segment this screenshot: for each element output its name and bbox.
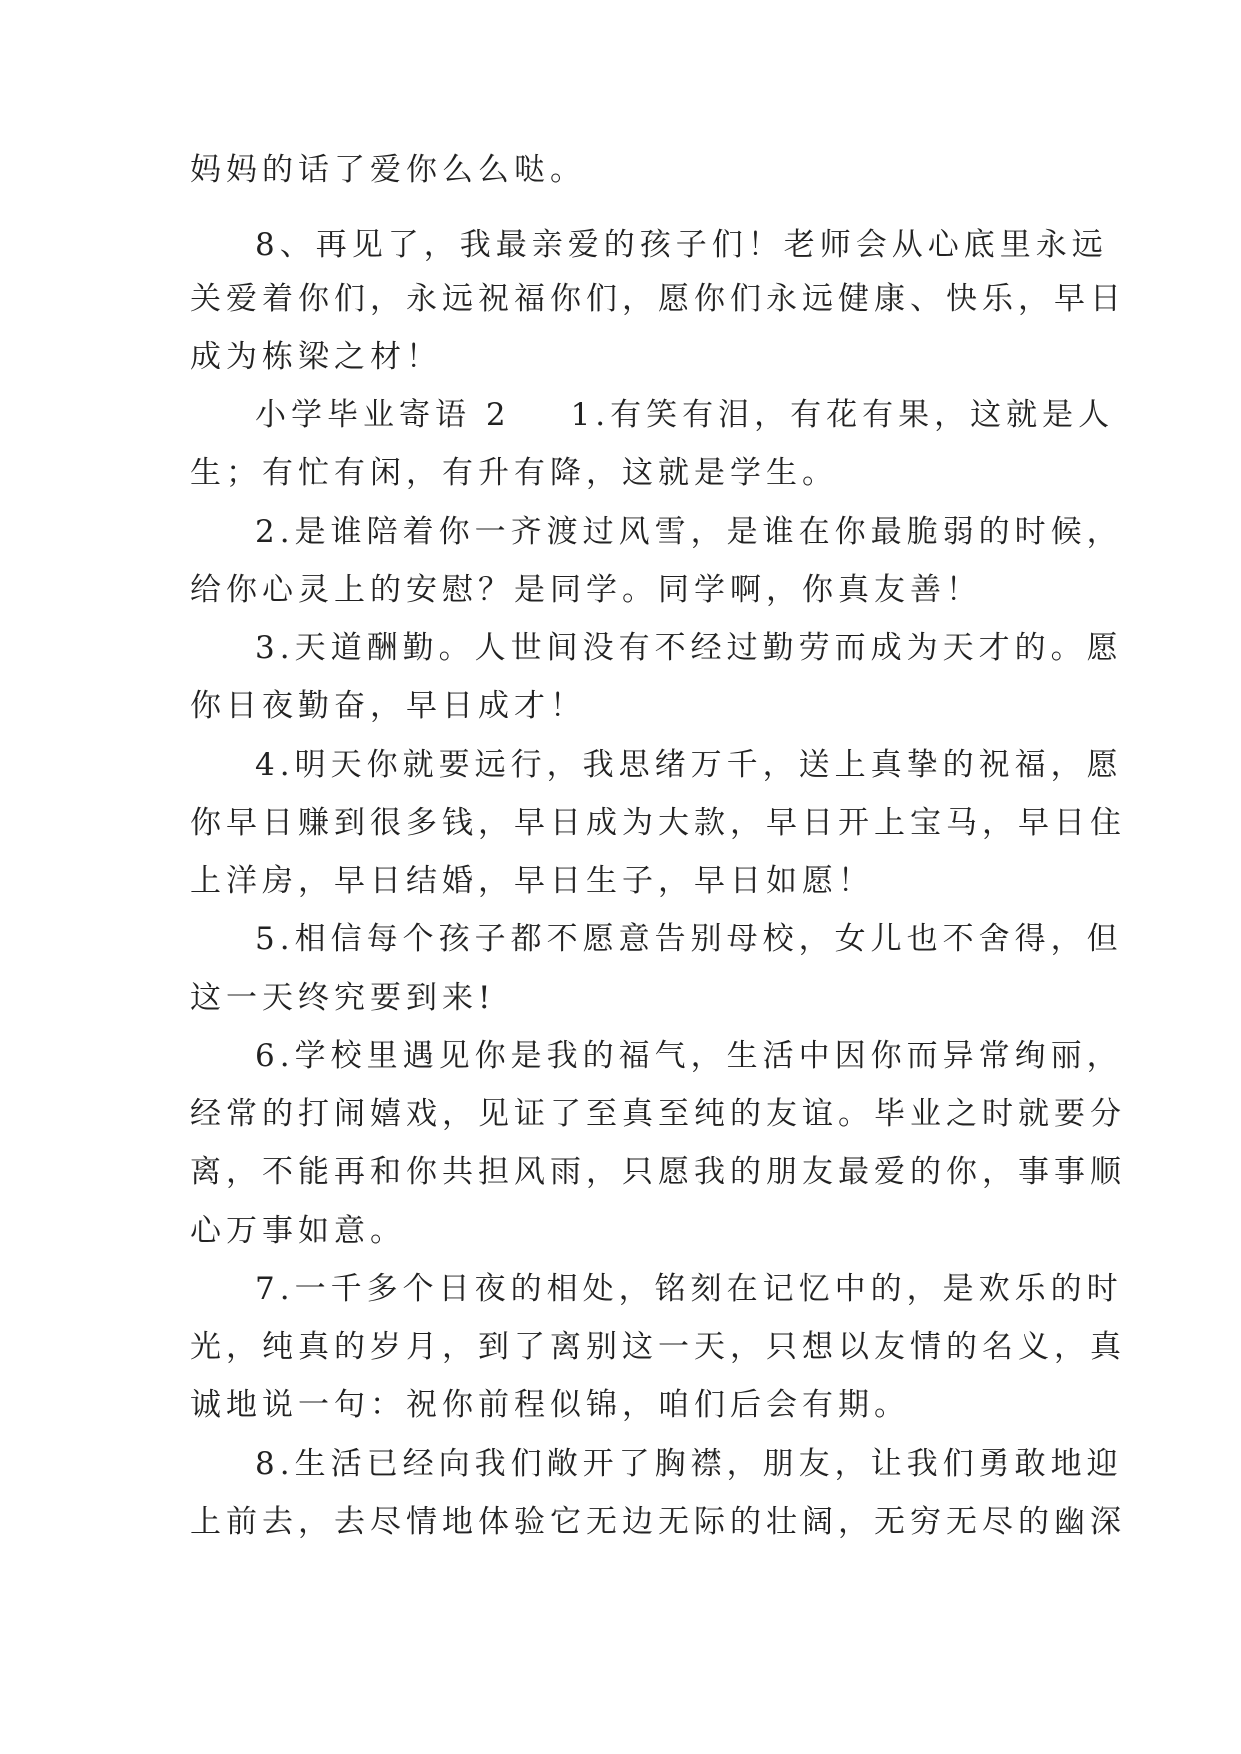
text-line: 上前去，去尽情地体验它无边无际的壮阔，无穷无尽的幽深 [190, 1504, 1126, 1540]
text-line: 5.相信每个孩子都不愿意告别母校，女儿也不舍得，但 [255, 921, 1123, 957]
text-line: 经常的打闹嬉戏，见证了至真至纯的友谊。毕业之时就要分 [190, 1096, 1126, 1132]
text-line: 8.生活已经向我们敞开了胸襟，朋友，让我们勇敢地迎 [255, 1446, 1123, 1482]
text-line: 离，不能再和你共担风雨，只愿我的朋友最爱的你，事事顺 [190, 1154, 1126, 1190]
text-line: 光，纯真的岁月，到了离别这一天，只想以友情的名义，真 [190, 1329, 1126, 1365]
text-line: 这一天终究要到来! [190, 980, 496, 1016]
section-heading-line [255, 395, 1115, 435]
text-line: 诚地说一句：祝你前程似锦，咱们后会有期。 [190, 1387, 910, 1423]
text-line: 2.是谁陪着你一齐渡过风雪，是谁在你最脆弱的时候， [255, 514, 1123, 550]
text-line: 8、再见了，我最亲爱的孩子们！老师会从心底里永远 [255, 227, 1108, 263]
text-line: 4.明天你就要远行，我思绪万千，送上真挚的祝福，愿 [255, 747, 1123, 783]
text-line: 6.学校里遇见你是我的福气，生活中因你而异常绚丽， [255, 1038, 1123, 1074]
text-line: 妈妈的话了爱你么么哒。 [190, 152, 586, 188]
text-line: 你日夜勤奋，早日成才！ [190, 688, 586, 724]
text-line: 7.一千多个日夜的相处，铭刻在记忆中的，是欢乐的时 [255, 1271, 1123, 1307]
text-line: 给你心灵上的安慰？是同学。同学啊，你真友善！ [190, 572, 982, 608]
text-line: 生；有忙有闲，有升有降，这就是学生。 [190, 455, 838, 491]
text-line: 成为栋梁之材！ [190, 339, 442, 375]
text-line: 你早日赚到很多钱，早日成为大款，早日开上宝马，早日住 [190, 805, 1126, 841]
text-line: 心万事如意。 [190, 1213, 406, 1249]
text-segment: 1.有笑有泪，有花有果，这就是人 [570, 397, 1115, 433]
text-line: 关爱着你们，永远祝福你们，愿你们永远健康、快乐，早日 [190, 281, 1126, 317]
text-line: 上洋房，早日结婚，早日生子，早日如愿！ [190, 863, 874, 899]
text-line: 3.天道酬勤。人世间没有不经过勤劳而成为天才的。愿 [255, 630, 1123, 666]
section-heading: 小学毕业寄语 2 [255, 397, 511, 433]
